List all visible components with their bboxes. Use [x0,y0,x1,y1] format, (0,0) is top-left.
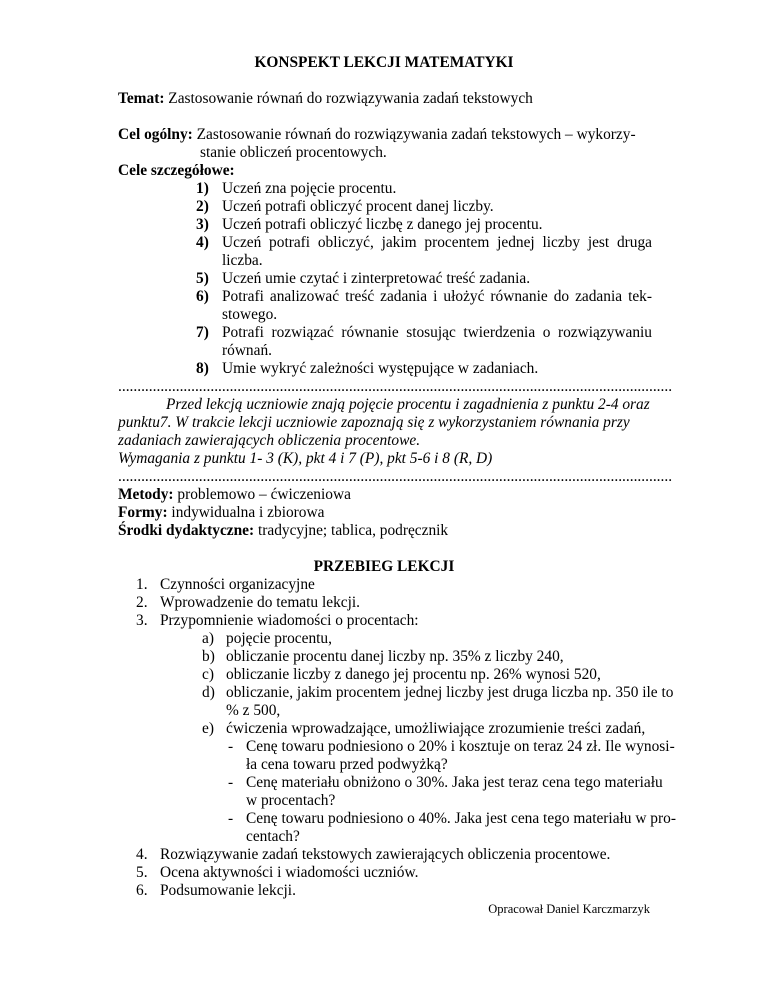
step-number: 3. [136,612,148,629]
dash-bullet: - [228,774,234,791]
document-title: KONSPEKT LEKCJI MATEMATYKI [254,54,514,71]
step-text: Ocena aktywności i wiadomości uczniów. [160,864,419,881]
exercise-text-continuation: ła cena towaru przed podwyżką? [246,756,448,773]
note-line-3: zadaniach zawierających obliczenia procentowe. [118,432,421,449]
goal-number: 4) [196,234,209,251]
goal-text-continuation: równań. [222,342,273,359]
step-text: Przypomnienie wiadomości o procentach: [160,612,419,629]
exercise-text: Cenę towaru podniesiono o 20% i kosztuje on teraz 24 zł. Ile wynosi- [246,738,675,755]
dotted-separator: ................................................................................................................................................ [118,468,673,485]
note-line-2: punktu7. W trakcie lekcji uczniowie zapoznają się z wykorzystaniem równania przy [118,414,630,431]
formy-text: indywidualna i zbiorowa [167,504,325,521]
substep-text: obliczanie, jakim procentem jednej liczby jest druga liczba np. 350 ile to [226,684,674,701]
formy-label: Formy: [118,504,168,521]
dotted-separator: ................................................................................................................................................ [118,378,673,395]
goal-text: Uczeń potrafi obliczyć, jakim procentem jednej liczby jest druga [222,234,652,251]
goal-text: Uczeń potrafi obliczyć procent danej liczby. [222,198,494,215]
przebieg-title: PRZEBIEG LEKCJI [313,558,455,575]
goal-number: 6) [196,288,209,305]
metody-text: problemowo – ćwiczeniowa [173,486,351,503]
cele-szczegolowe-label: Cele szczegółowe: [118,162,235,179]
substep-text: obliczanie liczby z danego jej procentu np. 26% wynosi 520, [226,666,601,683]
step-text: Czynności organizacyjne [160,576,315,593]
step-number: 2. [136,594,148,611]
substep-letter: b) [202,648,215,665]
substep-letter: c) [202,666,214,683]
srodki-label: Środki dydaktyczne: [118,522,255,539]
formy-line [118,504,324,522]
goal-number: 7) [196,324,209,341]
substep-text: ćwiczenia wprowadzające, umożliwiające zrozumienie treści zadań, [226,720,646,737]
goal-number: 8) [196,360,209,377]
cel-ogolny-line [118,126,636,144]
step-number: 6. [136,882,148,899]
goal-number: 5) [196,270,209,287]
goal-text: Uczeń potrafi obliczyć liczbę z danego jej procentu. [222,216,543,233]
step-text: Rozwiązywanie zadań tekstowych zawierających obliczenia procentowe. [160,846,611,863]
exercise-text-continuation: centach? [246,828,300,845]
temat-line [118,90,533,108]
cel-ogolny-text: Zastosowanie równań do rozwiązywania zadań tekstowych – wykorzy- [192,126,636,143]
srodki-line [118,522,448,540]
srodki-text: tradycyjne; tablica, podręcznik [254,522,449,539]
goal-number: 2) [196,198,209,215]
note-line-4: Wymagania z punktu 1- 3 (K), pkt 4 i 7 (P), pkt 5-6 i 8 (R, D) [118,450,493,467]
goal-number: 1) [196,180,209,197]
metody-label: Metody: [118,486,174,503]
exercise-text: Cenę materiału obniżono o 30%. Jaka jest teraz cena tego materiału [246,774,663,791]
goal-text: Uczeń umie czytać i zinterpretować treść zadania. [222,270,531,287]
goal-number: 3) [196,216,209,233]
step-number: 4. [136,846,148,863]
substep-text-continuation: % z 500, [226,702,281,719]
substep-text: obliczanie procentu danej liczby np. 35% z liczby 240, [226,648,564,665]
step-text: Podsumowanie lekcji. [160,882,296,899]
step-text: Wprowadzenie do tematu lekcji. [160,594,360,611]
dash-bullet: - [228,810,234,827]
author-signature: Opracował Daniel Karczmarzyk [488,902,650,916]
step-number: 1. [136,576,148,593]
step-number: 5. [136,864,148,881]
goal-text: Potrafi rozwiązać równanie stosując twierdzenia o rozwiązywaniu [222,324,652,341]
substep-letter: e) [202,720,214,737]
dash-bullet: - [228,738,234,755]
cel-ogolny-continuation: stanie obliczeń procentowych. [200,144,387,161]
exercise-text: Cenę towaru podniesiono o 40%. Jaka jest cena tego materiału w pro- [246,810,676,827]
temat-label: Temat: [118,90,165,107]
goal-text-continuation: stowego. [222,306,278,323]
goal-text: Uczeń zna pojęcie procentu. [222,180,397,197]
exercise-text-continuation: w procentach? [246,792,336,809]
note-line-1: Przed lekcją uczniowie znają pojęcie procentu i zagadnienia z punktu 2-4 oraz [166,396,650,413]
cel-ogolny-label: Cel ogólny: [118,126,193,143]
substep-text: pojęcie procentu, [226,630,332,647]
substep-letter: a) [202,630,214,647]
temat-text: Zastosowanie równań do rozwiązywania zadań tekstowych [164,90,533,107]
goal-text-continuation: liczba. [222,252,263,269]
goal-text: Umie wykryć zależności występujące w zadaniach. [222,360,539,377]
substep-letter: d) [202,684,215,701]
goal-text: Potrafi analizować treść zadania i ułożyć równanie do zadania tek- [222,288,652,305]
metody-line [118,486,351,504]
